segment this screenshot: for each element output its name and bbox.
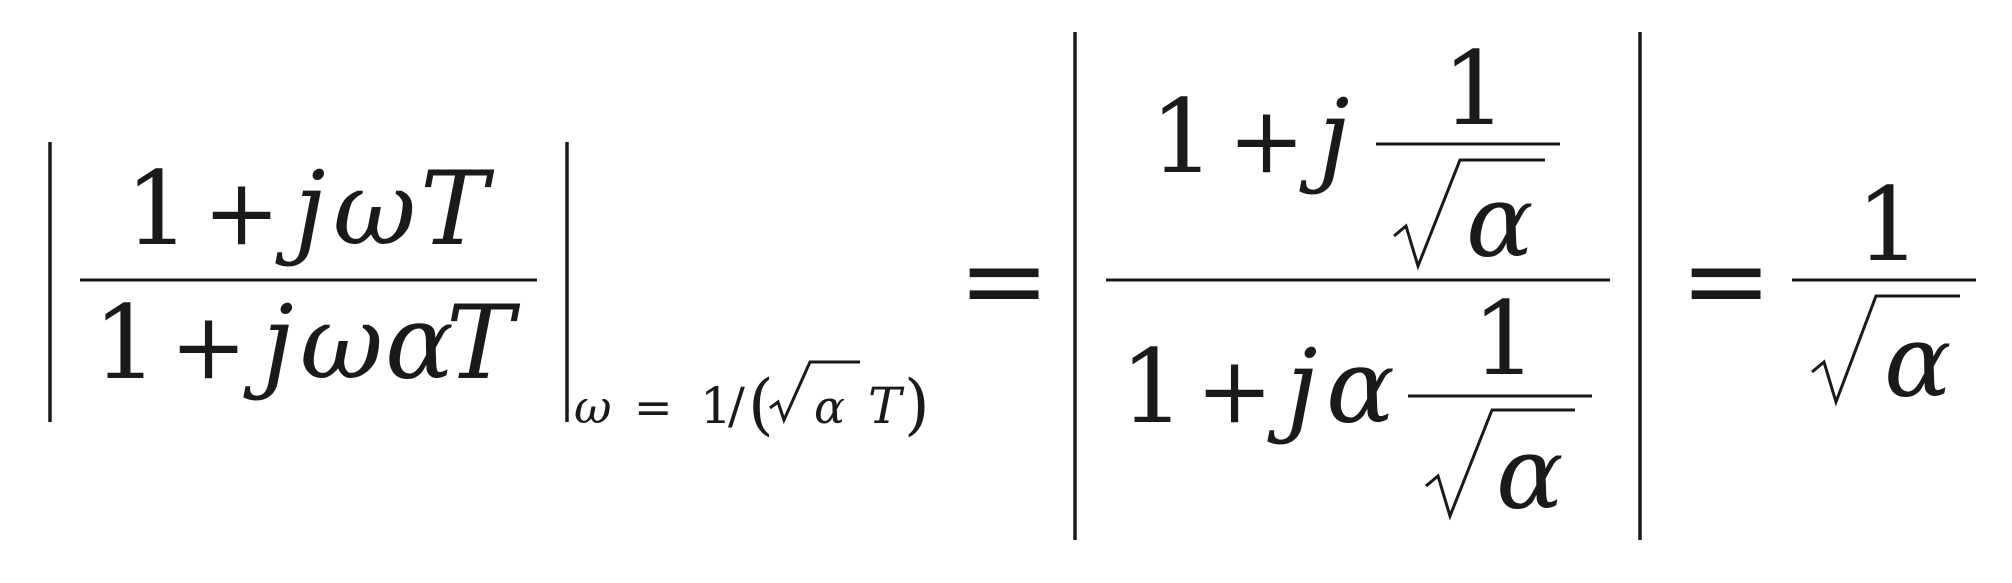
lhs-num-one: 1 (125, 150, 190, 269)
equals-sign-2: = (1680, 216, 1773, 344)
middle-denominator (1120, 280, 1592, 532)
mid-num-inner-alpha: α (1466, 163, 1534, 280)
eval-alpha: α (814, 380, 846, 434)
lhs-denominator (93, 284, 521, 403)
lhs-den-j: j (262, 284, 294, 403)
lhs-num-plus: + (203, 159, 281, 266)
eval-rparen: ) (904, 366, 930, 443)
middle-numerator (1150, 30, 1560, 280)
mid-num-plus: + (1228, 87, 1306, 194)
eval-slash: / (728, 377, 745, 435)
rhs-den-alpha: α (1884, 303, 1952, 420)
rhs-fraction (1792, 166, 1976, 420)
mid-den-plus: + (1196, 337, 1274, 444)
lhs-den-T: T (446, 284, 515, 403)
lhs-den-omega: ω (300, 284, 384, 403)
lhs-num-omega: ω (333, 150, 417, 269)
mid-den-j: j (1286, 328, 1318, 447)
mid-num-inner-one: 1 (1442, 30, 1507, 149)
mid-den-alpha: α (1326, 328, 1395, 447)
mid-num-j: j (1318, 78, 1350, 197)
lhs-num-j: j (294, 150, 326, 269)
mid-den-one: 1 (1120, 328, 1185, 447)
lhs-den-alpha: α (385, 284, 454, 403)
lhs-evaluation-subscript (574, 362, 930, 443)
eval-T: T (868, 377, 902, 435)
eval-one: 1 (700, 377, 732, 435)
mid-den-inner-one: 1 (1472, 280, 1537, 399)
mid-num-one: 1 (1150, 78, 1215, 197)
eval-lparen: ( (748, 366, 774, 443)
rhs-num-one: 1 (1856, 166, 1921, 285)
eval-omega: ω (574, 380, 612, 434)
lhs-den-one: 1 (93, 284, 158, 403)
mid-den-inner-alpha: α (1496, 415, 1564, 532)
lhs-num-T: T (420, 150, 489, 269)
lhs-den-plus: + (170, 293, 248, 400)
lhs-numerator (125, 150, 495, 269)
equals-sign-1: = (958, 216, 1051, 344)
eval-equals: = (634, 380, 673, 434)
